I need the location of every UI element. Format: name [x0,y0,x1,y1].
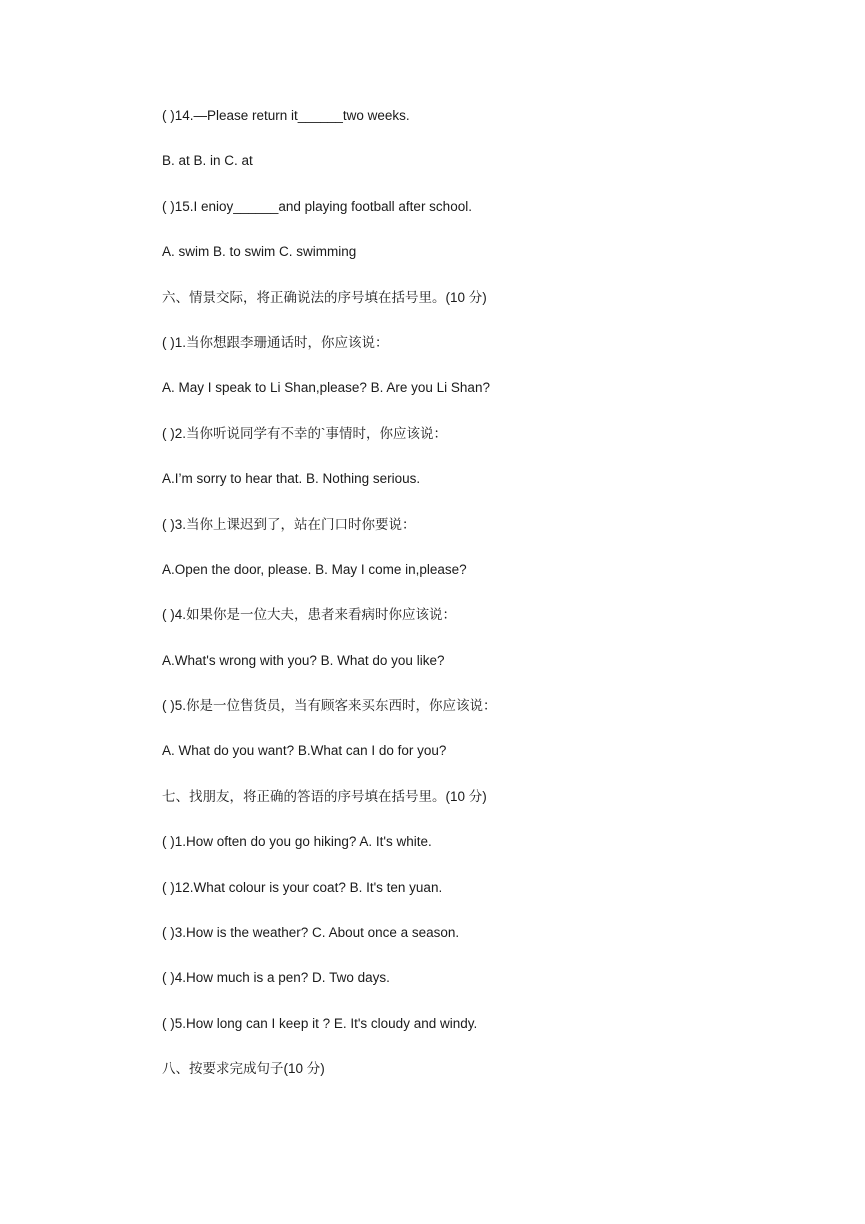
section-8-heading: 八、按要求完成句子(10 分) [162,1061,325,1077]
section-7-heading: 七、找朋友，将正确的答语的序号填在括号里。(10 分) [162,788,487,804]
s6-question-2-options: A.I’m sorry to hear that. B. Nothing serious. [162,471,421,487]
question-14-options: B. at B. in C. at [162,153,253,169]
s6-question-3-options: A.Open the door, please. B. May I come in,please? [162,561,467,577]
s6-question-1-options: A. May I speak to Li Shan,please? B. Are you Li Shan? [162,380,490,396]
s6-question-5: ( )5.你是一位售货员，当有顾客来买东西时，你应该说： [162,698,497,714]
section-6-heading: 六、情景交际，将正确说法的序号填在括号里。(10 分) [162,289,487,305]
s6-question-4-options: A.What's wrong with you? B. What do you like? [162,652,445,668]
question-14: ( )14.—Please return it______two weeks. [162,108,410,123]
s6-question-5-options: A. What do you want? B.What can I do for you? [162,743,447,759]
question-15: ( )15.I enioy______and playing football after school. [162,198,472,214]
s7-question-5: ( )5.How long can I keep it ? E. It's cloudy and windy. [162,1015,478,1031]
s6-question-4: ( )4.如果你是一位大夫，患者来看病时你应该说： [162,607,457,623]
s6-question-3: ( )3.当你上课迟到了，站在门口时你要说： [162,516,416,532]
s7-question-12: ( )12.What colour is your coat? B. It's ten yuan. [162,879,443,895]
text-block [162,105,822,1104]
s7-question-4: ( )4.How much is a pen? D. Two days. [162,970,390,986]
question-15-options: A. swim B. to swim C. swimming [162,244,357,260]
s7-question-3: ( )3.How is the weather? C. About once a season. [162,925,460,941]
s6-question-1: ( )1.当你想跟李珊通话时，你应该说： [162,334,389,350]
s7-question-1: ( )1.How often do you go hiking? A. It's white. [162,834,432,850]
s6-question-2: ( )2.当你听说同学有不幸的`事情时，你应该说： [162,425,447,441]
